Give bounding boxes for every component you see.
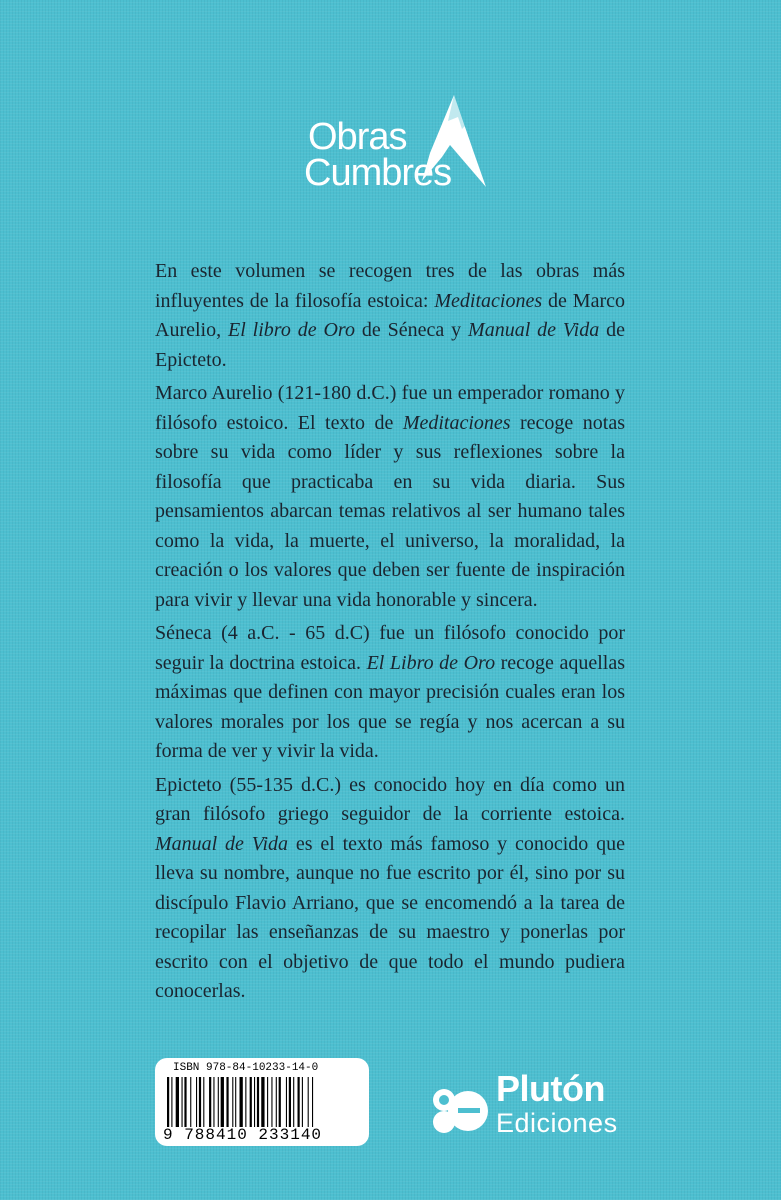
paragraph-marco-aurelio: Marco Aurelio (121-180 d.C.) fue un emperador romano y filósofo estoico. El texto de Meditaciones recoge notas sobre su vida como líder y sus reflexiones sobre la filosofía que practicaba en su vida diaria. Sus pensamientos abarcan temas relativos al ser humano tales como la vida, la muerte, el universo, la moralidad, la creación o los valores que deben ser fuente de inspiración para vivir y llevar una vida honorable y sincera. [155, 382, 625, 611]
logo-line-1: Obras [308, 116, 407, 158]
barcode-bars [167, 1077, 357, 1127]
paragraph-seneca: Séneca (4 a.C. - 65 d.C) fue un filósofo conocido por seguir la doctrina estoica. El Libro de Oro recoge aquellas máximas que definen con mayor precisión cuales eran los valores morales por los que se regía y nos acercan a su forma de ver y vivir la vida. [155, 622, 625, 762]
paragraph-epicteto: Epicteto (55-135 d.C.) es conocido hoy en día como un gran filósofo griego seguidor de la corriente estoica. Manual de Vida es el texto más famoso y conocido que lleva su nombre, aunque no fue escrito por él, sino por su discípulo Flavio Arriano, que se encomendó a la tarea de recopilar las enseñanzas de su maestro y ponerlas por escrito con el objetivo de que todo el mundo pudiera conocerlas. [155, 773, 625, 1002]
pluton-logo [430, 1064, 650, 1154]
paragraph-intro: En este volumen se recogen tres de las obras más influyentes de la filosofía estoica: Meditaciones de Marco Aurelio, El libro de Oro de Séneca y Manual de Vida de Epicteto. [155, 260, 626, 371]
barcode [155, 1058, 369, 1146]
logo-line-2: Cumbres [304, 152, 452, 194]
publisher-name: Plutón [496, 1068, 605, 1109]
publisher-sub: Ediciones [496, 1108, 618, 1138]
isbn-label: ISBN 978-84-10233-14-0 [173, 1062, 319, 1074]
obras-cumbres-logo [300, 95, 500, 200]
barcode-digits: 9 788410 233140 [163, 1126, 323, 1144]
back-cover-text [155, 257, 625, 1011]
pluton-emblem-icon [430, 1078, 490, 1140]
